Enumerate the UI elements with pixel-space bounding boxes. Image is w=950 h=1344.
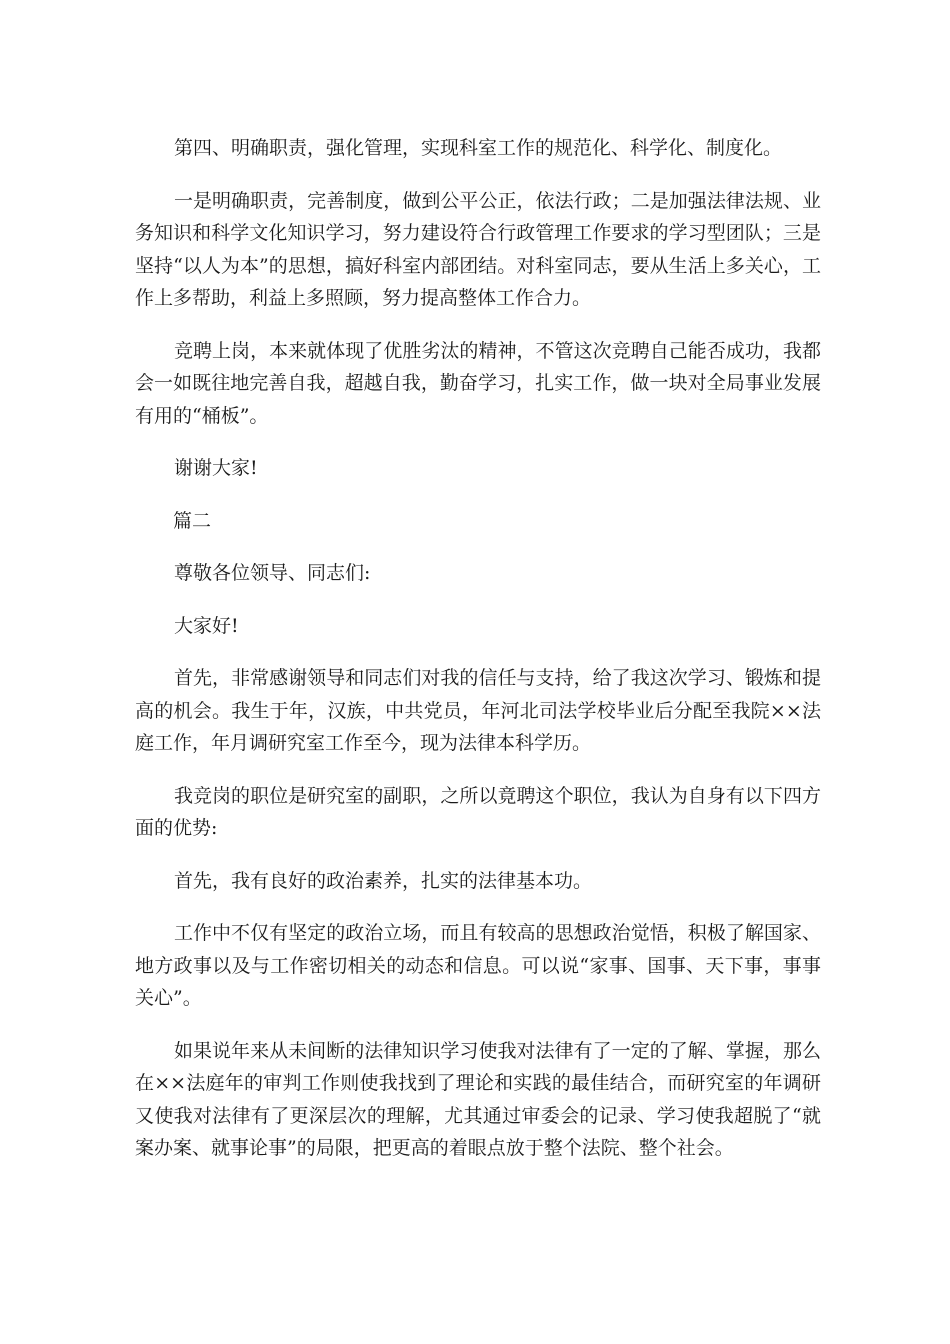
paragraph-first-advantage: 首先，我有良好的政治素养，扎实的法律基本功。 — [173, 869, 592, 892]
paragraph-political-stance: 工作中不仅有坚定的政治立场，而且有较高的思想政治觉悟，积极了解国家、地方政事以及与工作密切相关的动态和信息。可以说“家事、国事、天下事，事事关心”。 — [135, 922, 821, 1009]
paragraph-position: 我竞岗的职位是研究室的副职，之所以竟聘这个职位，我认为自身有以下四方面的优势: — [135, 784, 821, 839]
paragraph-competition: 竞聘上岗，本来就体现了优胜劣汰的精神，不管这次竞聘自己能否成功，我都会一如既往地完善自我，超越自我，勤奋学习，扎实工作，做一块对全局事业发展有用的“桶板”。 — [135, 339, 821, 427]
paragraph-duties: 一是明确职责，完善制度，做到公平公正，依法行政；二是加强法律法规、业务知识和科学文化知识学习，努力建设符合行政管理工作要求的学习型团队；三是坚持“以人为本”的思想，搞好科室内部团结。对科室同志，要从生活上多关心，工作上多帮助，利益上多照顾，努力提高整体工作合力。 — [135, 189, 821, 309]
paragraph-salutation: 尊敬各位领导、同志们: — [173, 562, 371, 584]
paragraph-legal-study: 如果说年来从未间断的法律知识学习使我对法律有了一定的了解、掌握，那么在××法庭年的审判工作则使我找到了理论和实践的最佳结合，而研究室的年调研又使我对法律有了更深层次的理解，尤其通过审委会的记录、学习使我超脱了“就案办案、就事论事”的局限，把更高的着眼点放于整个法院、整个社会。 — [135, 1039, 821, 1159]
section-heading-part-two: 篇二 — [173, 509, 212, 532]
paragraph-section-four: 第四、明确职责，强化管理，实现科室工作的规范化、科学化、制度化。 — [173, 137, 782, 159]
paragraph-greeting: 大家好! — [173, 614, 239, 637]
paragraph-thanks: 谢谢大家! — [173, 457, 258, 479]
document-body — [135, 132, 821, 1185]
paragraph-introduction: 首先，非常感谢领导和同志们对我的信任与支持，给了我这次学习、锻炼和提高的机会。我生于年，汉族，中共党员，年河北司法学校毕业后分配至我院××法庭工作，年月调研究室工作至今，现为法律本科学历。 — [135, 667, 821, 754]
